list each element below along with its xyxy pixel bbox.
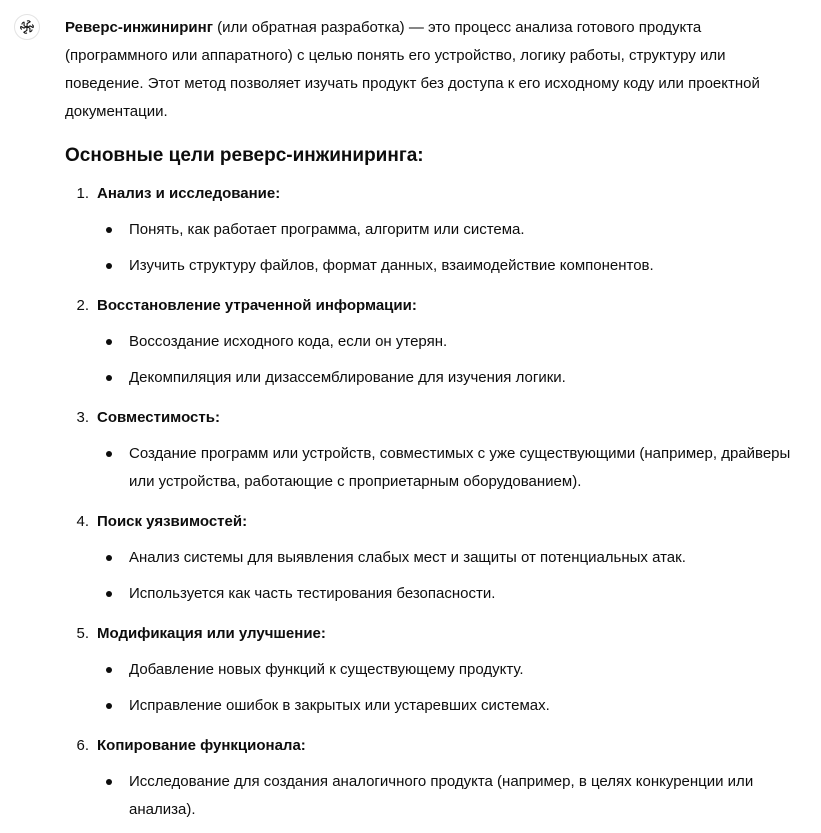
goal-subitem-text: Декомпиляция или дизассемблирование для изучения логики.	[129, 369, 566, 386]
intro-paragraph	[65, 14, 805, 126]
goal-header	[65, 732, 805, 760]
goal-title: Совместимость:	[97, 409, 220, 426]
goal-number	[65, 180, 97, 208]
goal-subitem	[65, 544, 805, 572]
bullet-icon	[106, 451, 112, 457]
section-heading: Основные цели реверс-инжиниринга:	[65, 145, 424, 166]
goal-subitem	[65, 580, 805, 608]
goal-subitem	[65, 692, 805, 720]
goal-subitem	[65, 768, 805, 824]
bullet-icon	[106, 375, 112, 381]
bullet-icon	[106, 703, 112, 709]
goal-subitem-text: Анализ системы для выявления слабых мест и защиты от потенциальных атак.	[129, 549, 686, 566]
goal-number	[65, 620, 97, 648]
goal-subitem	[65, 252, 805, 280]
goal-header	[65, 404, 805, 432]
goal-subitem	[65, 216, 805, 244]
goal-title: Копирование функционала:	[97, 737, 306, 754]
intro-term: Реверс-инжиниринг	[65, 19, 213, 36]
goal-number	[65, 292, 97, 320]
bullet-icon	[106, 227, 112, 233]
goal-subitem-text: Исправление ошибок в закрытых или устаревших системах.	[129, 697, 550, 714]
bullet-icon	[106, 263, 112, 269]
goal-number-text: 3.	[76, 409, 89, 426]
goal-number-text: 2.	[76, 297, 89, 314]
bullet-icon	[106, 555, 112, 561]
goal-sublist	[65, 768, 805, 824]
goal-sublist	[65, 544, 805, 608]
goal-subitem-text: Понять, как работает программа, алгоритм или система.	[129, 221, 525, 238]
goal-item	[65, 732, 805, 824]
goal-subitem-text: Используется как часть тестирования безопасности.	[129, 585, 496, 602]
bullet-icon	[106, 779, 112, 785]
goal-subitem	[65, 364, 805, 392]
goal-subitem	[65, 440, 805, 496]
goal-number	[65, 508, 97, 536]
goal-item	[65, 620, 805, 720]
goal-header	[65, 292, 805, 320]
openai-logo-icon	[19, 19, 35, 35]
goal-subitem	[65, 656, 805, 684]
goal-title: Анализ и исследование:	[97, 185, 281, 202]
goal-item	[65, 180, 805, 280]
goal-sublist	[65, 440, 805, 496]
goals-list	[65, 180, 805, 824]
goal-number-text: 6.	[76, 737, 89, 754]
goal-item	[65, 292, 805, 392]
intro-text: (или обратная разработка) — это процесс анализа готового продукта (программного или аппаратного) с целью понять его устройство, логику работы, структуру или поведение. Этот метод позволяет изучать продукт без доступа к его исходному коду или проектной документации.	[65, 19, 760, 120]
goal-subitem-text: Создание программ или устройств, совместимых с уже существующими (например, драйверы или устройства, работающие с проприетарным оборудованием).	[129, 445, 791, 490]
goal-title: Поиск уязвимостей:	[97, 513, 248, 530]
assistant-message	[65, 14, 805, 824]
goal-subitem	[65, 328, 805, 356]
goal-header	[65, 508, 805, 536]
goal-sublist	[65, 656, 805, 720]
goal-number-text: 5.	[76, 625, 89, 642]
goal-subitem-text: Изучить структуру файлов, формат данных, взаимодействие компонентов.	[129, 257, 654, 274]
goal-number	[65, 404, 97, 432]
bullet-icon	[106, 591, 112, 597]
goal-subitem-text: Исследование для создания аналогичного продукта (например, в целях конкуренции или анализа).	[129, 773, 754, 818]
bullet-icon	[106, 339, 112, 345]
goal-title: Модификация или улучшение:	[97, 625, 326, 642]
bullet-icon	[106, 667, 112, 673]
goal-header	[65, 620, 805, 648]
goal-item	[65, 404, 805, 496]
goal-sublist	[65, 216, 805, 280]
goal-number	[65, 732, 97, 760]
goal-number-text: 1.	[76, 185, 89, 202]
goal-item	[65, 508, 805, 608]
goal-header	[65, 180, 805, 208]
assistant-avatar	[14, 14, 40, 40]
goal-subitem-text: Воссоздание исходного кода, если он утерян.	[129, 333, 448, 350]
goal-number-text: 4.	[76, 513, 89, 530]
goal-sublist	[65, 328, 805, 392]
goal-subitem-text: Добавление новых функций к существующему продукту.	[129, 661, 524, 678]
goal-title: Восстановление утраченной информации:	[97, 297, 417, 314]
